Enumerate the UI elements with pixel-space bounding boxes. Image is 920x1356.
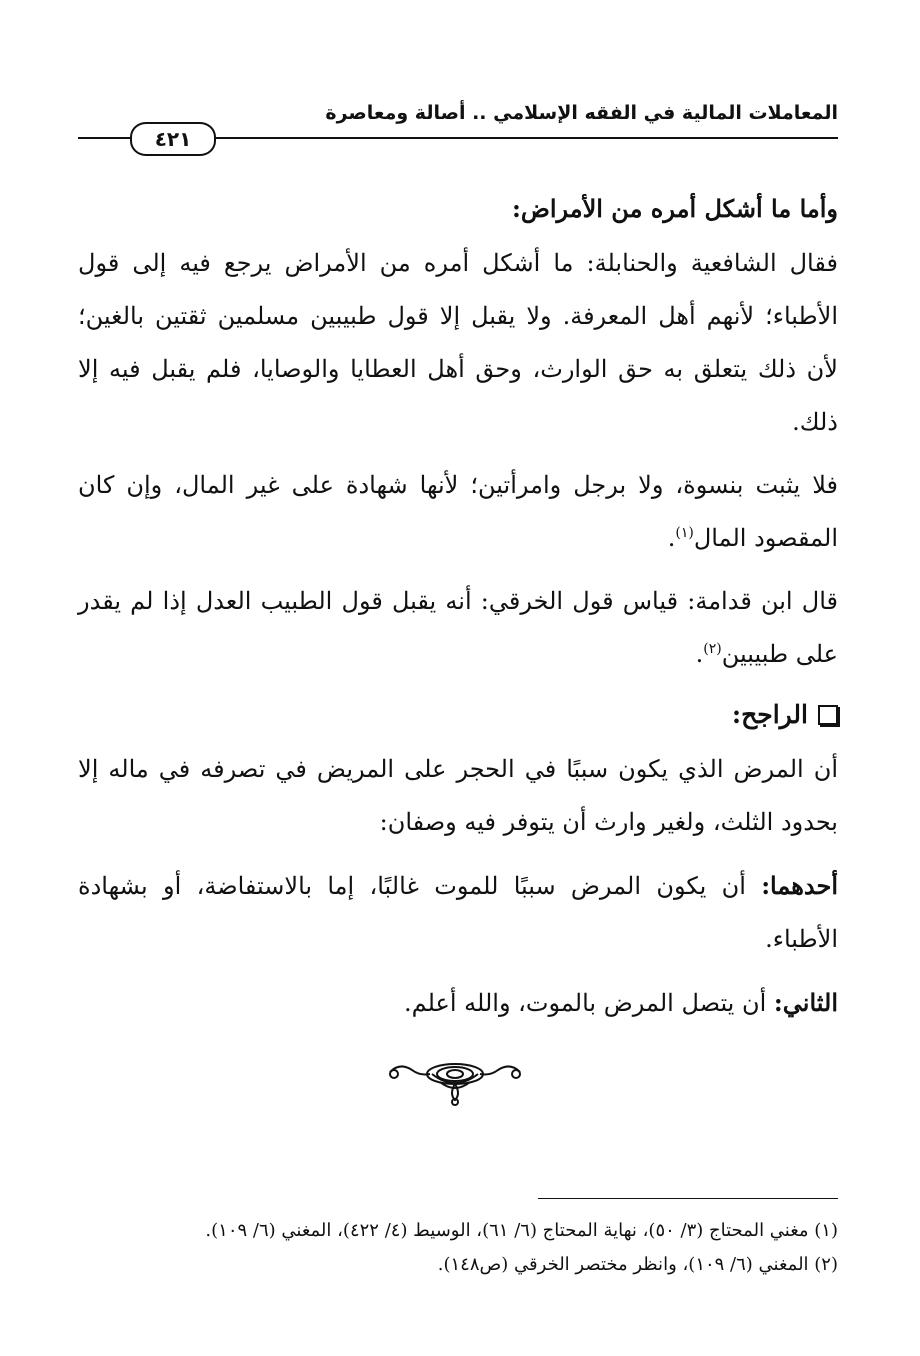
paragraph-2 <box>78 459 838 565</box>
paragraph-2-end: . <box>667 524 676 552</box>
running-header <box>78 100 838 160</box>
page-number: ٤٢١ <box>130 122 216 156</box>
paragraph-4: أن المرض الذي يكون سببًا في الحجر على المريض في تصرفه في ماله إلا بحدود الثلث، ولغير وارث أن يتوفر فيه وصفان: <box>78 755 838 836</box>
footnote-rule <box>538 1198 838 1199</box>
footnotes <box>78 1214 838 1282</box>
paragraph-1: فقال الشافعية والحنابلة: ما أشكل أمره من الأمراض يرجع فيه إلى قول الأطباء؛ لأنهم أهل المعرفة. ولا يقبل إلا قول طبيبين مسلمين ثقتين بالغين؛ لأن ذلك يتعلق به حق الوارث، وحق أهل العطايا والوصايا، فلم يقبل فيه إلا ذلك. <box>78 249 838 436</box>
running-title: المعاملات المالية في الفقه الإسلامي .. أصالة ومعاصرة <box>325 102 838 124</box>
footnote-2: (٢) المغني (٦/ ١٠٩)، وانظر مختصر الخرقي (ص١٤٨). <box>437 1254 838 1275</box>
paragraph-6-text: أن يتصل المرض بالموت، والله أعلم. <box>403 989 774 1017</box>
paragraph-3-end: . <box>695 640 704 668</box>
paragraph-2-text: فلا يثبت بنسوة، ولا برجل وامرأتين؛ لأنها شهادة على غير المال، وإن كان المقصود المال <box>78 471 838 552</box>
paragraph-3-text: قال ابن قدامة: قياس قول الخرقي: أنه يقبل قول الطبيب العدل إذا لم يقدر على طبيبين <box>78 587 838 668</box>
paragraph-5-text: أن يكون المرض سببًا للموت غالبًا، إما بالاستفاضة، أو بشهادة الأطباء. <box>78 872 838 953</box>
section-heading <box>78 691 838 739</box>
ornament-icon <box>380 1050 530 1110</box>
paragraph-6-lead: الثاني: <box>773 988 838 1017</box>
paragraph-6 <box>78 976 838 1030</box>
paragraph-5-lead: أحدهما: <box>761 871 838 900</box>
footnote-1: (١) مغني المحتاج (٣/ ٥٠)، نهاية المحتاج (٦/ ٦١)، الوسيط (٤/ ٤٢٢)، المغني (٦/ ١٠٩). <box>205 1220 838 1241</box>
footnote-ref-2[interactable]: (٢) <box>703 641 722 657</box>
paragraph-5 <box>78 859 838 966</box>
paragraph-heading: وأما ما أشكل أمره من الأمراض: <box>511 194 838 223</box>
footnote-ref-1[interactable]: (١) <box>675 525 694 541</box>
section-title: الراجح: <box>731 700 808 729</box>
paragraph-3 <box>78 575 838 681</box>
main-text <box>78 182 838 1040</box>
square-bullet-icon <box>818 705 838 725</box>
